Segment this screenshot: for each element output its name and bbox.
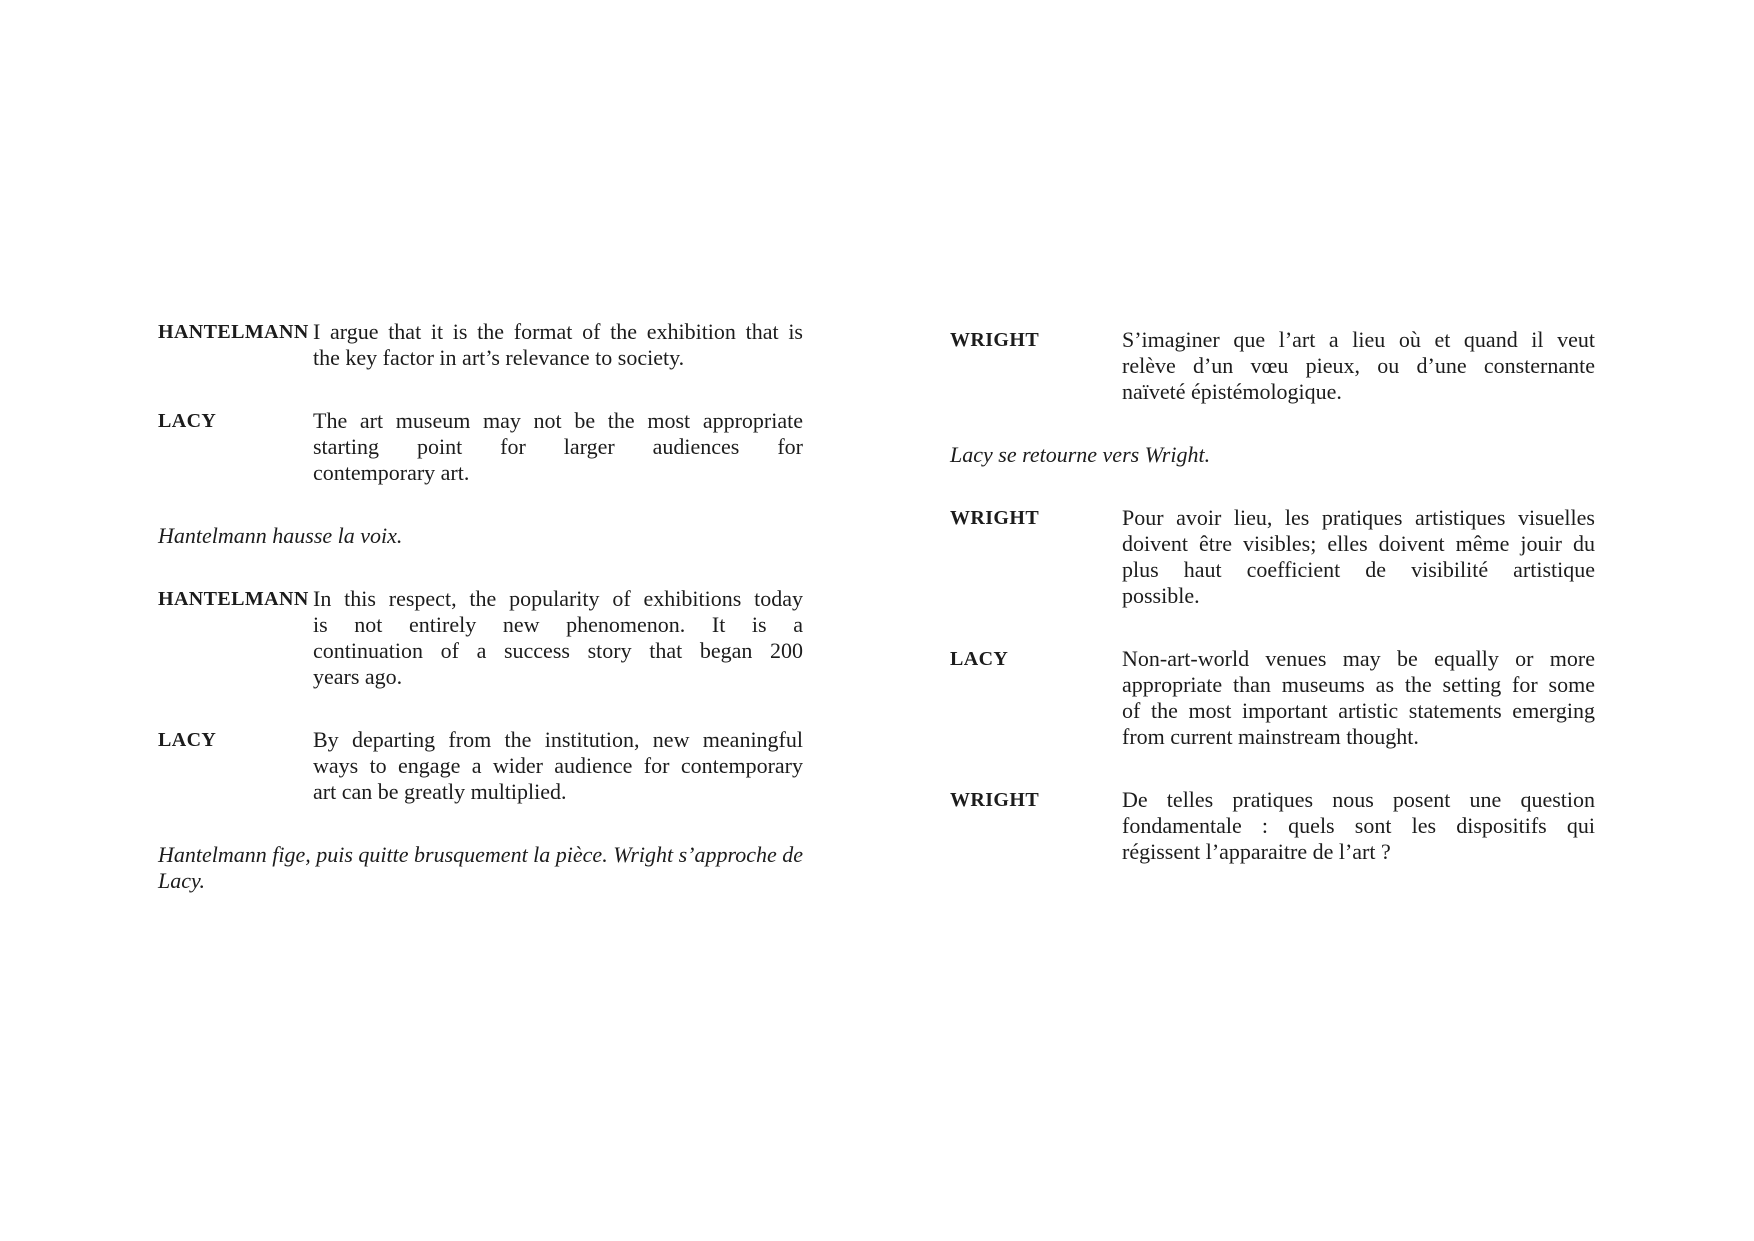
dialogue-line: relève d’un vœu pieux, ou d’une consternante [1122,353,1595,378]
speaker-name: LACY [950,648,1009,670]
dialogue-text [313,408,803,486]
speech-block [158,586,804,690]
dialogue-line: years ago. [313,664,403,689]
speaker-name: WRIGHT [950,507,1040,529]
speech-block [950,505,1596,609]
dialogue-line: Non-art-world venues may be equally or more [1122,646,1595,671]
speaker-name: WRIGHT [950,329,1040,351]
stage-direction-line: Hantelmann fige, puis quitte brusquement la pièce. Wright s’approche de [158,842,804,867]
dialogue-line: the key factor in art’s relevance to society. [313,345,685,370]
dialogue-line: De telles pratiques nous posent une question [1122,787,1595,812]
speaker-name: HANTELMANN [158,588,309,610]
dialogue-line: starting point for larger audiences for [313,434,803,459]
dialogue-line: plus haut coefficient de visibilité artistique [1122,557,1595,582]
dialogue-line: By departing from the institution, new meaningful [313,727,803,752]
dialogue-line: art can be greatly multiplied. [313,779,567,804]
speech-block [158,727,804,805]
speech-block [158,408,804,486]
speaker-name: LACY [158,729,217,751]
dialogue-line: ways to engage a wider audience for contemporary [313,753,803,778]
dialogue-line: fondamentale : quels sont les dispositifs qui [1122,813,1595,838]
dialogue-line: Pour avoir lieu, les pratiques artistiques visuelles [1122,505,1595,530]
dialogue-line: is not entirely new phenomenon. It is a [313,612,803,637]
dialogue-line: S’imaginer que l’art a lieu où et quand il veut [1122,327,1595,352]
speaker-name: WRIGHT [950,789,1040,811]
stage-direction-line: Lacy. [158,868,206,893]
stage-direction [158,842,804,894]
speaker-name: LACY [158,410,217,432]
stage-direction-line: Lacy se retourne vers Wright. [950,442,1211,467]
dialogue-line: régissent l’apparaitre de l’art ? [1122,839,1391,864]
stage-direction-line: Hantelmann hausse la voix. [158,523,403,548]
dialogue-text [1122,787,1595,865]
dialogue-line: from current mainstream thought. [1122,724,1419,749]
speech-block [158,319,804,371]
dialogue-line: I argue that it is the format of the exhibition that is [313,319,803,344]
speech-block [950,327,1596,405]
left-page [158,319,804,931]
speech-block [950,646,1596,750]
dialogue-text [1122,505,1595,609]
dialogue-text [313,586,803,690]
dialogue-line: In this respect, the popularity of exhibitions today [313,586,803,611]
dialogue-line: contemporary art. [313,460,470,485]
right-page [950,327,1596,902]
dialogue-line: doivent être visibles; elles doivent même jouir du [1122,531,1595,556]
speech-block [950,787,1596,865]
dialogue-text [1122,327,1595,405]
dialogue-line: possible. [1122,583,1200,608]
dialogue-text [1122,646,1595,750]
dialogue-line: continuation of a success story that began 200 [313,638,803,663]
dialogue-line: appropriate than museums as the setting for some [1122,672,1595,697]
dialogue-text [313,727,803,805]
speaker-name: HANTELMANN [158,321,309,343]
dialogue-line: naïveté épistémologique. [1122,379,1342,404]
dialogue-line: The art museum may not be the most appropriate [313,408,803,433]
dialogue-text [313,319,803,371]
stage-direction [158,523,804,549]
dialogue-line: of the most important artistic statements emerging [1122,698,1595,723]
stage-direction [950,442,1596,468]
